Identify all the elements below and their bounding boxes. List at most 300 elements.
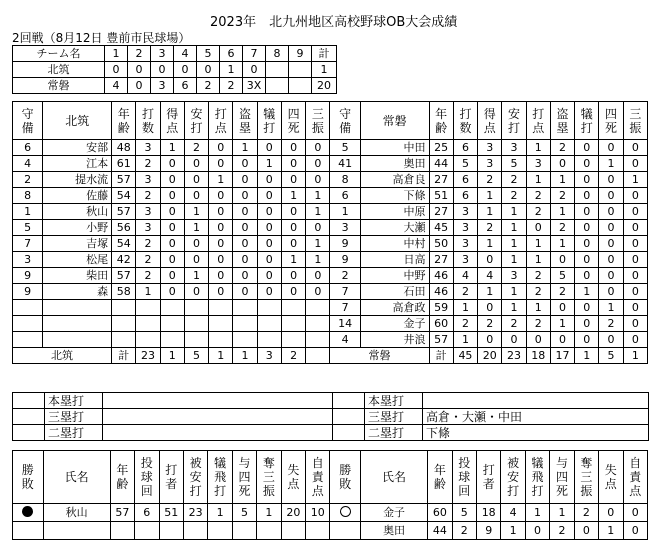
batting-cell: 2 [136,236,160,252]
pitching-header: 被 安 打 [183,451,207,504]
batting-cell: 2 [526,188,550,204]
batting-cell: 2 [13,172,43,188]
batting-cell: 5 [330,140,360,156]
batting-header: 打 数 [136,102,160,140]
player-name: 森 [43,284,112,300]
batting-cell: 0 [575,172,599,188]
inning-score [266,62,289,78]
inning-header: 7 [243,46,266,62]
batting-cell: 1 [550,316,574,332]
pitching-header: 失 点 [281,451,305,504]
batting-cell: 0 [281,220,305,236]
scoreboard-row [13,62,337,78]
batting-cell: 4 [330,332,360,348]
batting-cell: 9 [13,284,43,300]
total-cell: 1 [623,348,647,364]
batting-cell: 0 [599,252,623,268]
inning-header: 8 [266,46,289,62]
batting-cell: 0 [233,252,257,268]
extra-hit-label: 本塁打 [45,393,103,409]
pitching-header: 投 球 回 [452,451,476,504]
pitching-cell: 1 [257,504,281,522]
batting-header: 年 齢 [112,102,136,140]
batting-cell: 0 [599,204,623,220]
batting-cell: 1 [209,172,233,188]
team-name: 北筑 [13,348,112,364]
player-name: 中村 [360,236,429,252]
batting-cell: 0 [599,172,623,188]
team-name-header: チーム名 [13,46,105,62]
extra-hit-value [423,393,649,409]
batting-cell: 4 [478,268,502,284]
player-name [43,332,112,348]
inning-score: 2 [220,78,243,94]
batting-cell: 0 [478,300,502,316]
inning-score: 4 [105,78,128,94]
total-score: 20 [312,78,337,94]
pitching-cell: 20 [281,504,305,522]
player-name: 高倉良 [360,172,429,188]
pitching-cell: 60 [428,504,452,522]
batting-cell: 2 [526,284,550,300]
batting-cell [112,300,136,316]
batting-cell: 44 [429,156,453,172]
pitching-cell: 23 [183,504,207,522]
player-name: 小野 [43,220,112,236]
batting-cell: 0 [257,236,281,252]
batting-cell: 3 [136,172,160,188]
batting-cell: 1 [502,236,526,252]
batting-cell: 0 [160,236,184,252]
batting-cell: 0 [306,172,330,188]
batting-cell: 0 [257,284,281,300]
batting-cell: 0 [160,220,184,236]
inning-score: 3 [151,78,174,94]
inning-header: 3 [151,46,174,62]
pitching-cell: 6 [135,504,159,522]
inning-score: 0 [197,62,220,78]
batting-header: 北筑 [43,102,112,140]
pitching-header: 自 責 点 [306,451,330,504]
batting-header: 四 死 [599,102,623,140]
total-label: 計 [112,348,136,364]
batting-cell: 2 [550,284,574,300]
batting-cell: 9 [330,252,360,268]
batting-cell: 0 [526,332,550,348]
batting-table [12,101,648,364]
team-name: 常磐 [13,78,105,94]
batting-cell: 58 [112,284,136,300]
batting-cell: 59 [429,300,453,316]
batting-cell [13,300,43,316]
batting-cell: 1 [257,156,281,172]
player-name: 中田 [360,140,429,156]
batting-header: 常磐 [360,102,429,140]
batting-cell: 1 [526,140,550,156]
batting-cell: 2 [478,220,502,236]
batting-cell: 3 [502,268,526,284]
batting-row [13,188,648,204]
batting-row [13,252,648,268]
batting-cell [184,316,208,332]
total-header: 計 [312,46,337,62]
batting-cell: 7 [330,284,360,300]
player-name: 柴田 [43,268,112,284]
total-cell: 23 [502,348,526,364]
inning-header: 5 [197,46,220,62]
batting-totals-row [13,348,648,364]
batting-cell: 0 [281,284,305,300]
inning-score [266,78,289,94]
batting-cell: 1 [13,204,43,220]
batting-cell: 0 [575,236,599,252]
batting-cell: 57 [429,332,453,348]
batting-row [13,220,648,236]
total-cell: 5 [599,348,623,364]
batting-cell: 0 [575,332,599,348]
pitching-cell: 0 [574,522,598,540]
batting-cell: 1 [478,236,502,252]
result-cell [330,522,361,540]
total-cell: 5 [184,348,208,364]
pitching-cell: 2 [452,522,476,540]
batting-cell: 4 [453,268,477,284]
batting-cell: 0 [160,156,184,172]
batting-cell: 8 [330,172,360,188]
batting-cell: 41 [330,156,360,172]
pitching-cell: 2 [574,504,598,522]
batting-header: 安 打 [502,102,526,140]
player-name: 奥田 [360,156,429,172]
batting-cell: 0 [281,140,305,156]
player-name: 松尾 [43,252,112,268]
pitching-header: 犠 飛 打 [525,451,549,504]
batting-cell: 0 [623,252,647,268]
batting-cell: 27 [429,204,453,220]
batting-row [13,316,648,332]
player-name: 中原 [360,204,429,220]
batting-cell: 0 [599,332,623,348]
batting-cell: 5 [502,156,526,172]
extra-hit-value: 高倉・大瀬・中田 [423,409,649,425]
pitching-cell: 44 [428,522,452,540]
total-cell: 17 [550,348,574,364]
batting-cell: 2 [599,316,623,332]
batting-cell [257,332,281,348]
player-name [43,316,112,332]
batting-cell: 2 [453,284,477,300]
batting-cell: 3 [453,236,477,252]
player-name [43,300,112,316]
batting-cell: 0 [281,204,305,220]
pitching-header: 氏名 [43,451,110,504]
batting-cell: 0 [209,204,233,220]
batting-cell: 57 [112,172,136,188]
player-name: 高倉政 [360,300,429,316]
batting-cell: 0 [281,172,305,188]
batting-cell: 1 [526,236,550,252]
pitching-cell: 0 [623,504,647,522]
player-name: 中野 [360,268,429,284]
total-cell: 18 [526,348,550,364]
batting-header: 安 打 [184,102,208,140]
batting-cell: 0 [257,140,281,156]
spacer-cell [333,409,365,425]
batting-cell: 0 [233,204,257,220]
total-label: 計 [429,348,453,364]
pitching-cell: 18 [476,504,500,522]
batting-header: 守 備 [13,102,43,140]
batting-header: 盗 塁 [233,102,257,140]
pitching-cell: 0 [623,522,647,540]
batting-cell: 2 [478,316,502,332]
spacer-cell [13,425,45,441]
total-cell: 45 [453,348,477,364]
batting-cell: 1 [184,220,208,236]
pitching-cell: 9 [476,522,500,540]
pitching-cell: 2 [550,522,574,540]
batting-cell: 2 [502,316,526,332]
batting-cell: 1 [453,300,477,316]
pitcher-name: 金子 [360,504,427,522]
player-name: 下條 [360,188,429,204]
batting-header: 年 齢 [429,102,453,140]
batting-cell: 2 [136,156,160,172]
extra-hit-value: 下條 [423,425,649,441]
batting-cell: 51 [429,188,453,204]
pitching-cell: 1 [208,504,232,522]
batting-cell: 61 [112,156,136,172]
batting-cell: 0 [306,220,330,236]
scoreboard [12,45,337,94]
batting-cell: 0 [209,252,233,268]
batting-cell: 57 [112,268,136,284]
batting-header: 得 点 [478,102,502,140]
spacer-cell [333,425,365,441]
batting-cell: 2 [550,140,574,156]
pitching-header: 投 球 回 [135,451,159,504]
inning-score: 0 [128,78,151,94]
pitching-cell [281,522,305,540]
batting-cell: 0 [550,332,574,348]
pitching-cell: 5 [232,504,256,522]
batting-cell: 0 [623,220,647,236]
batting-cell: 0 [502,332,526,348]
team-name: 常磐 [330,348,429,364]
batting-cell: 0 [257,220,281,236]
batting-cell: 2 [136,188,160,204]
batting-cell: 0 [233,188,257,204]
batting-cell: 57 [112,204,136,220]
batting-cell: 1 [526,252,550,268]
batting-cell [160,300,184,316]
batting-cell: 3 [136,204,160,220]
batting-cell [257,300,281,316]
player-name: 石田 [360,284,429,300]
extra-base-hits-table [12,392,649,441]
spacer-cell [13,409,45,425]
batting-cell: 0 [257,252,281,268]
batting-header: 打 点 [209,102,233,140]
batting-cell: 1 [306,204,330,220]
batting-cell [136,332,160,348]
pitching-cell [183,522,207,540]
batting-cell: 3 [478,156,502,172]
total-cell: 2 [281,348,305,364]
pitching-header: 犠 飛 打 [208,451,232,504]
batting-cell: 0 [160,252,184,268]
batting-cell: 0 [209,236,233,252]
batting-cell: 0 [233,268,257,284]
batting-header: 三 振 [623,102,647,140]
batting-cell: 2 [502,188,526,204]
batting-cell: 1 [599,156,623,172]
batting-cell: 0 [306,284,330,300]
pitching-header: 被 安 打 [501,451,525,504]
batting-cell: 1 [306,188,330,204]
batting-cell: 56 [112,220,136,236]
batting-cell [233,332,257,348]
batting-cell: 7 [330,300,360,316]
batting-cell: 0 [599,236,623,252]
inning-header: 1 [105,46,128,62]
batting-row [13,284,648,300]
batting-cell: 0 [575,156,599,172]
player-name: 秋山 [43,204,112,220]
total-cell: 1 [209,348,233,364]
inning-score: 1 [220,62,243,78]
batting-cell: 1 [502,300,526,316]
batting-cell: 7 [13,236,43,252]
batting-cell [136,316,160,332]
win-mark-icon [22,506,33,517]
batting-cell: 0 [160,172,184,188]
inning-header: 9 [289,46,312,62]
player-name: 金子 [360,316,429,332]
batting-cell: 1 [526,300,550,316]
batting-cell: 6 [453,140,477,156]
extra-hit-label: 二塁打 [45,425,103,441]
result-cell [13,504,44,522]
pitching-header: 勝 敗 [13,451,44,504]
batting-cell [306,332,330,348]
batting-cell: 0 [233,172,257,188]
batting-cell: 0 [623,316,647,332]
batting-cell: 2 [478,172,502,188]
batting-cell: 2 [550,220,574,236]
batting-cell: 0 [209,268,233,284]
batting-cell: 1 [502,284,526,300]
batting-cell: 2 [330,268,360,284]
team-name: 北筑 [13,62,105,78]
batting-cell: 0 [233,236,257,252]
pitching-header: 勝 敗 [330,451,361,504]
pitching-cell: 5 [452,504,476,522]
player-name: 提水流 [43,172,112,188]
batting-cell: 2 [550,188,574,204]
batting-header: 犠 打 [575,102,599,140]
batting-row [13,236,648,252]
player-name: 吉塚 [43,236,112,252]
batting-cell: 1 [575,284,599,300]
batting-cell: 0 [257,188,281,204]
batting-cell [136,300,160,316]
batting-cell [112,316,136,332]
batting-cell: 0 [599,268,623,284]
pitching-header: 与 四 死 [232,451,256,504]
batting-cell [233,300,257,316]
batting-cell: 0 [184,252,208,268]
total-cell: 20 [478,348,502,364]
batting-cell: 2 [453,316,477,332]
batting-cell: 0 [623,188,647,204]
total-cell: 1 [160,348,184,364]
batting-cell: 4 [13,156,43,172]
batting-cell: 27 [429,252,453,268]
extra-hit-value [103,393,333,409]
batting-cell: 3 [478,140,502,156]
batting-cell: 1 [184,204,208,220]
batting-cell: 1 [453,332,477,348]
batting-cell [306,316,330,332]
batting-cell: 0 [623,140,647,156]
batting-header: 犠 打 [257,102,281,140]
pitching-cell [257,522,281,540]
batting-cell: 46 [429,284,453,300]
batting-cell: 0 [233,220,257,236]
batting-cell: 0 [599,284,623,300]
batting-cell: 5 [550,268,574,284]
batting-cell: 0 [575,188,599,204]
result-cell [330,504,361,522]
batting-cell: 0 [623,332,647,348]
batting-cell: 1 [330,204,360,220]
batting-header: 守 備 [330,102,360,140]
player-name: 日高 [360,252,429,268]
player-name: 大瀬 [360,220,429,236]
batting-row [13,204,648,220]
total-cell: 23 [136,348,160,364]
batting-cell: 8 [13,188,43,204]
pitching-header: 自 責 点 [623,451,647,504]
batting-cell: 0 [575,252,599,268]
batting-cell: 0 [233,156,257,172]
batting-cell: 1 [502,252,526,268]
batting-cell: 1 [502,220,526,236]
batting-cell: 0 [184,284,208,300]
batting-cell [281,332,305,348]
inning-score: 0 [128,62,151,78]
batting-cell: 0 [160,188,184,204]
batting-cell [112,332,136,348]
batting-cell: 3 [136,220,160,236]
extra-hit-row [13,425,649,441]
batting-cell: 0 [209,188,233,204]
batting-cell: 0 [184,156,208,172]
batting-row [13,172,648,188]
pitching-cell [135,522,159,540]
pitching-cell: 51 [159,504,183,522]
inning-score [289,78,312,94]
scoreboard-row [13,78,337,94]
batting-cell: 2 [526,316,550,332]
pitching-cell [110,522,134,540]
pitching-header: 年 齢 [428,451,452,504]
batting-cell: 9 [13,268,43,284]
pitching-cell: 10 [306,504,330,522]
batting-cell: 0 [306,268,330,284]
batting-cell: 42 [112,252,136,268]
